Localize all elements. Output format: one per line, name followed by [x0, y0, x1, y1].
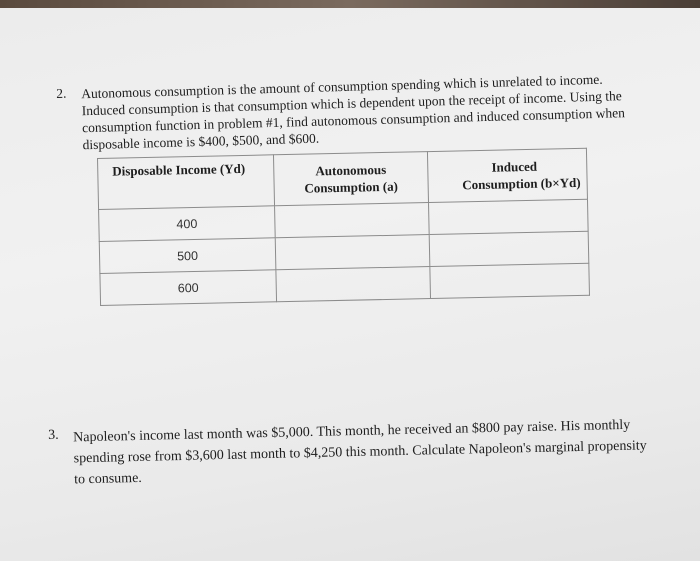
question-2-text: Autonomous consumption is the amount of consumption spending which is unrelated to income. Induced consumption is that consumption which is dependent upon the receipt of income. Using the consumption function in problem #1, find autonomous consumption and induced consumption when disposable income is $400, $500, and $600. — [81, 71, 626, 153]
income-cell: 400 — [99, 206, 276, 242]
autonomous-cell[interactable] — [276, 267, 431, 302]
income-cell: 600 — [100, 270, 277, 306]
induced-cell[interactable] — [429, 199, 589, 234]
header-disposable-income: Disposable Income (Yd) — [98, 155, 275, 210]
background-edge — [0, 0, 700, 8]
income-cell: 500 — [99, 238, 276, 274]
consumption-table — [97, 148, 590, 306]
question-3-number: 3. — [48, 427, 59, 443]
induced-cell[interactable] — [430, 263, 590, 298]
autonomous-cell[interactable] — [275, 235, 430, 270]
question-2-number: 2. — [56, 85, 67, 101]
induced-cell[interactable] — [429, 231, 589, 266]
autonomous-cell[interactable] — [275, 203, 430, 238]
question-3-text: Napoleon's income last month was $5,000. This month, he received an $800 pay raise. His monthly spending rose from $3,600 last month to $4,250 this month. Calculate Napoleon's marginal propensity to consume. — [73, 417, 647, 488]
header-induced-consumption: Induced Consumption (b×Yd) — [427, 148, 587, 202]
header-autonomous-consumption: Autonomous Consumption (a) — [273, 152, 428, 206]
